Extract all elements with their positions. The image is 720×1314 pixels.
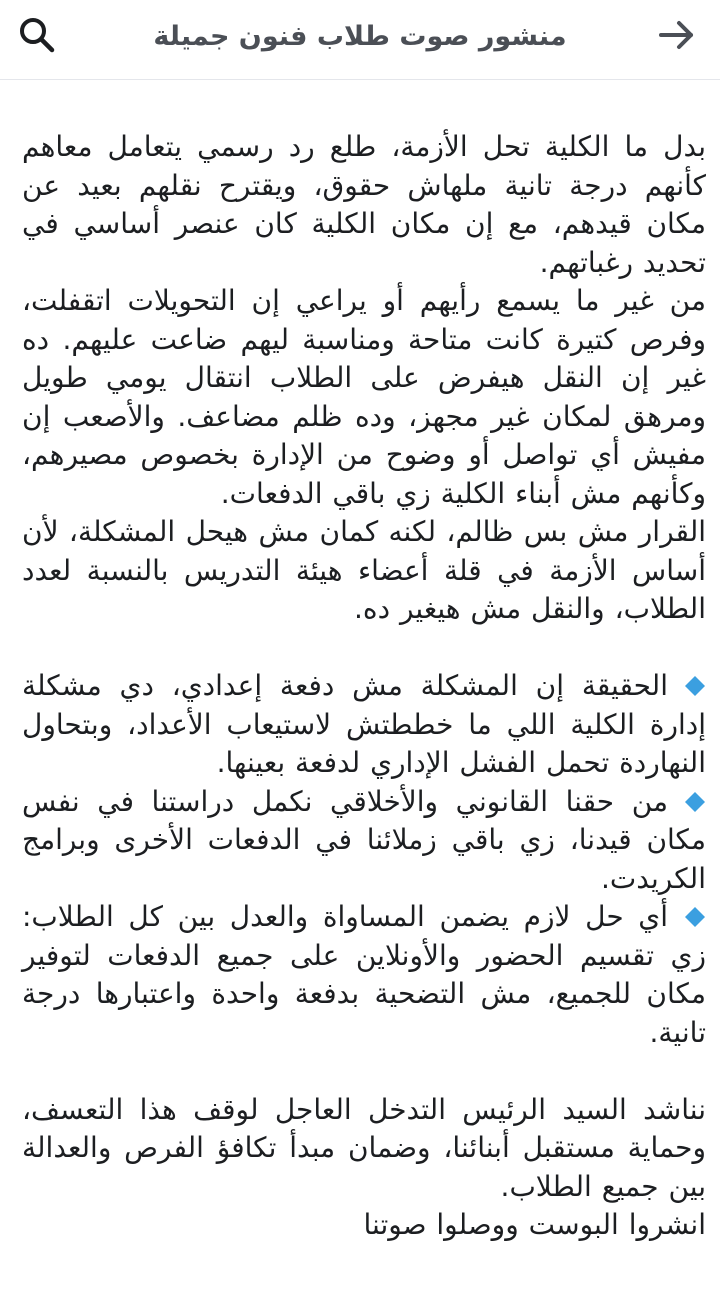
blue-diamond-icon bbox=[684, 791, 706, 813]
bullet-text: الحقيقة إن المشكلة مش دفعة إعدادي، دي مشكلة إدارة الكلية اللي ما خططتش لاستيعاب الأعداد، وبتحاول النهاردة تحمل الفشل الإداري لدفعة بعينها. bbox=[22, 669, 706, 779]
bullet-text: أي حل لازم يضمن المساواة والعدل بين كل الطلاب: زي تقسيم الحضور والأونلاين على جميع الدفعات لتوفير مكان للجميع، مش التضحية بدفعة واحدة واعتبارها درجة تانية. bbox=[22, 900, 706, 1049]
page-title: منشور صوت طلاب فنون جميلة bbox=[153, 21, 567, 52]
paragraph-share-call: انشروا البوست ووصلوا صوتنا bbox=[363, 1208, 706, 1241]
spacer bbox=[22, 1052, 706, 1091]
paragraph-consequences: من غير ما يسمع رأيهم أو يراعي إن التحويلات اتقفلت، وفرص كتيرة كانت متاحة ومناسبة ليهم ضاعت عليهم. ده غير إن النقل هيفرض على الطلاب انتقال يومي طويل ومرهق لمكان غير مجهز، وده ظلم مضاعف. والأصعب إن مفيش أي تواصل أو وضوح من الإدارة بخصوص مصيرهم، وكأنهم مش أبناء الكلية زي باقي الدفعات. bbox=[22, 284, 706, 510]
search-icon bbox=[17, 15, 57, 55]
bullet-item bbox=[22, 667, 706, 783]
bullet-text: من حقنا القانوني والأخلاقي نكمل دراستنا في نفس مكان قيدنا، زي باقي زملائنا في الدفعات الأخرى وبرامج الكريدت. bbox=[22, 784, 706, 895]
arrow-right-icon bbox=[657, 15, 697, 55]
top-bar bbox=[0, 0, 720, 80]
paragraph-intro: بدل ما الكلية تحل الأزمة، طلع رد رسمي يتعامل معاهم كأنهم درجة تانية ملهاش حقوق، ويقترح نقلهم بعيد عن مكان قيدهم، مع إن مكان الكلية كان عنصر أساسي في تحديد رغباتهم. bbox=[22, 130, 706, 279]
spacer bbox=[22, 629, 706, 668]
search-button[interactable] bbox=[12, 10, 62, 60]
paragraph-appeal: نناشد السيد الرئيس التدخل العاجل لوقف هذا التعسف، وحماية مستقبل أبنائنا، وضمان مبدأ تكافؤ الفرص والعدالة بين جميع الطلاب. bbox=[22, 1092, 706, 1203]
post-text bbox=[22, 128, 706, 1245]
blue-diamond-icon bbox=[684, 906, 706, 928]
paragraph-root-cause: القرار مش بس ظالم، لكنه كمان مش هيحل المشكلة، لأن أساس الأزمة في قلة أعضاء هيئة التدريس بالنسبة لعدد الطلاب، والنقل مش هيغير ده. bbox=[22, 515, 706, 625]
bullet-item bbox=[22, 783, 706, 899]
bullet-item bbox=[22, 898, 706, 1052]
blue-diamond-icon bbox=[684, 675, 706, 697]
back-button[interactable] bbox=[652, 10, 702, 60]
post-body bbox=[0, 82, 720, 1314]
